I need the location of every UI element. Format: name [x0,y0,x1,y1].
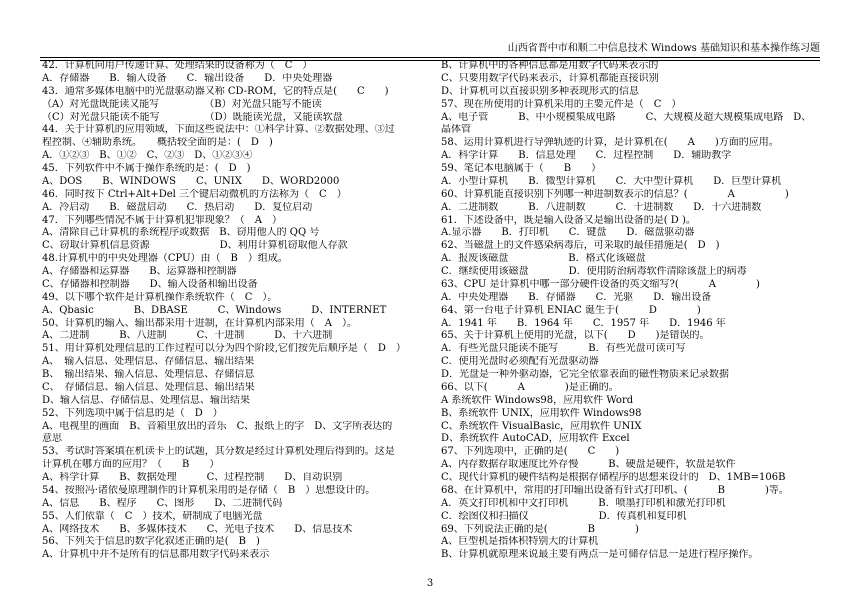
text-line: A、科学计算 B、数据处理 C、过程控制 D、自动识别 [42,472,343,483]
text-line: C、只要用数字代码来表示，计算机都能直接识别 [441,72,659,84]
text-line: A、电子管 B、中小规模集成电路 C、大规模及超大规模集成电路 D、 [441,111,812,123]
text-line: A．1941 年 B．1964 年 C．1957 年 D．1946 年 [441,317,726,329]
text-line: A、DOS B、WINDOWS C、UNIX D、WORD2000 [42,175,340,187]
text-line: 62、当磁盘上的文件感染病毒后，可采取的最佳措施是( D ) [441,240,720,252]
text-line: A.显示器 B．打印机 C．键盘 D．磁盘驱动器 [441,227,695,239]
text-line: 53、考试时答案填在机读卡上的试题，其分数是经过计算机处理后得到的。这是 [42,446,395,458]
text-line: C．使用光盘时必须配有光盘驱动器 [441,356,599,368]
text-line: B、系统软件 UNIX，应用软件 Windows98 [441,407,642,419]
text-line: D、输入信息、存储信息、处理信息、输出结果 [42,394,251,406]
text-line: 晶体管 [441,124,471,136]
text-line: 60、计算机能直接识别下列哪一种进制数表示的信息？( A ) [441,188,789,200]
text-line: 意思 [42,433,62,445]
text-line: C、存储器和控制器 D、输入设备和输出设备 [42,278,258,290]
text-line: C、窃取计算机信息资源 D、利用计算机窃取他人存款 [42,240,348,252]
text-line: A、网络技术 B、多媒体技术 C、光电子技术 D、信息技术 [42,523,353,535]
text-line: 66、以下( A )是正确的。 [441,381,619,393]
text-line: 64、第一台电子计算机 ENIAC 诞生于( D ) [441,304,701,316]
text-line: （C）对光盘只能读不能写 （D）既能读光盘，又能读软盘 [42,111,343,123]
text-line: A、存储器和运算器 B、运算器和控制器 [42,266,237,277]
text-line: A．①②③ B、①② C、②③ D、①②③④ [42,150,253,162]
text-line: A、内存数据存取速度比外存慢 B、硬盘是硬件，软盘是软件 [441,459,736,471]
text-line: A 系统软件 Windows98，应用软件 Word [441,394,634,406]
text-line: A、计算机中并不是所有的信息都用数字代码来表示 [42,549,270,561]
text-line: D、计算机可以直接识别多种表现形式的信息 [441,85,640,97]
left-column [42,60,426,562]
text-line: 42．计算机向用户传递计算、处理结果的设备称为（ C ） [42,60,313,71]
text-line: A．科学计算 B．信息处理 C．过程控制 D．辅助教学 [441,150,732,162]
text-line: 68、在计算机中，常用的打印输出设备有针式打印机、( B )等。 [441,484,789,496]
text-line: （A）对光盘既能读又能写 （B）对光盘只能写不能读 [42,98,322,110]
text-line: C、现代计算机的硬件结构是根据存储程序的思想来设计的 D、1MB=106B [441,472,786,483]
text-line: A．报废该磁盘 B．格式化该磁盘 [441,253,646,265]
header-rule-thick [40,57,820,58]
text-line: A．有些光盘只能读不能写 B．有些光盘可读可写 [441,343,686,355]
text-line: B、计算机就原理来说最主要有两点一是可储存信息一是进行程序操作。 [441,549,759,561]
text-line: A、二进制 B、八进制 C、十进制 D、十六进制 [42,330,333,342]
text-line: A、巨型机是指体积特别大的计算机 [441,536,599,548]
text-line: B、计算机中的各种信息都是用数字代码来表示的 [441,60,659,71]
text-line: A．英文打印机和中文打印机 B．喷墨打印机和激光打印机 [441,497,726,509]
right-column [441,60,819,562]
text-line: 57、现在所使用的计算机采用的主要元件是（ C ） [441,98,682,110]
text-line: C、 存储信息、输入信息、处理信息、输出结果 [42,381,255,393]
text-line: 63、CPU 是计算机中哪一部分硬件设备的英文缩写?( A ) [441,278,760,290]
text-line: 49、以下哪个软件是计算机操作系统软件（ C ）。 [42,291,278,303]
text-line: D、系统软件 AutoCAD，应用软件 Excel [441,433,630,445]
text-line: 程控制、④辅助系统。 概括较全面的是：( D ) [42,137,273,149]
text-line: A、电视里的画面 B、音箱里放出的音乐 C、报纸上的字 D、文字所表达的 [42,420,393,432]
page-number: 3 [426,578,434,589]
text-line: 43．通常多媒体电脑中的光盘驱动器又称 CD-ROM，它的特点是( C ) [42,85,389,97]
page-header: 山西省晋中市和顺二中信息技术 Windows 基础知识和基本操作练习题 [507,43,820,54]
text-line: 54、按照冯·诸依曼原理制作的计算机采用的是存储（ B ）思想设计的。 [42,484,376,496]
text-line: A．存储器 B．输入设备 C．输出设备 D．中央处理器 [42,72,333,84]
text-line: 51、用计算机处理信息的工作过程可以分为四个阶段,它们按先后顺序是（ D ） [42,343,406,355]
text-line: 58、运用计算机进行导弹轨迹的计算，是计算机在( A )方面的应用。 [441,137,779,149]
text-line: B、 输出结果、输入信息、处理信息、存储信息 [42,369,255,380]
text-line: 50、计算机的输入、输出都采用十进制，在计算机内部采用（ A ）。 [42,317,357,329]
text-line: A、信息 B、程序 C、图形 D、二进制代码 [42,497,283,509]
text-line: A．小型计算机 B．微型计算机 C．大中型计算机 D．巨型计算机 [441,175,782,187]
text-line: 56、下列关于信息的数字化叙述正确的是( B ) [42,536,260,548]
text-line: 69、下列说法正确的是( B ) [441,523,639,535]
text-line: 47．下列哪些情况不属于计算机犯罪现象？（ A ） [42,214,282,226]
text-line: D．光盘是一种外驱动器，它完全依靠表面的磁性物质来记录数据 [441,369,730,380]
text-line: A、 输入信息、处理信息、存储信息、输出结果 [42,356,255,368]
text-line: C．继续使用该磁盘 D．使用防治病毒软件清除该盘上的病毒 [441,266,747,277]
text-line: 59、笔记本电脑属于（ B ） [441,163,602,174]
text-line: C、系统软件 VisualBasic，应用软件 UNIX [441,420,642,432]
text-line: 61．下述设备中，既是输入设备又是输出设备的是( D )。 [441,214,696,226]
text-line: 55、人们依靠（ C ）技术，研制成了电脑光盘 [42,510,263,522]
text-line: 67、下列选项中，正确的是( C ) [441,446,620,458]
text-line: 46．同时按下 Ctrl+Alt+Del 三个键启动微机的方法称为（ C ） [42,188,347,200]
text-line: 48.计算机中的中央处理器（CPU）由（ B ）组成。 [42,253,288,265]
text-line: A、清除自己计算机的系统程序或数据 B、窃用他人的 QQ 号 [42,227,320,239]
text-line: 45．下列软件中不属于操作系统的是：( D ) [42,163,251,174]
text-line: 65、关于计算机上使用的光盘，以下( D )是错误的。 [441,330,710,342]
text-line: A．中央处理器 B．存储器 C．光驱 D．输出设备 [441,291,712,303]
text-line: 计算机在哪方面的应用？（ B ） [42,459,220,471]
text-line: A．二进制数 B．八进制数 C．十进制数 D．十六进制数 [441,201,762,213]
text-line: A、Qbasic B、DBASE C、Windows D、INTERNET [42,304,387,316]
text-line: 44．关于计算机的应用领域，下面这些说法中：①科学计算、②数据处理、③过 [42,124,395,136]
text-line: C．绘图仪和扫描仪 D．传真机和复印机 [441,510,687,522]
text-line: 52、下列选项中属于信息的是（ D ） [42,407,223,419]
text-line: A．冷启动 B．磁盘启动 C．热启动 D．复位启动 [42,201,313,213]
